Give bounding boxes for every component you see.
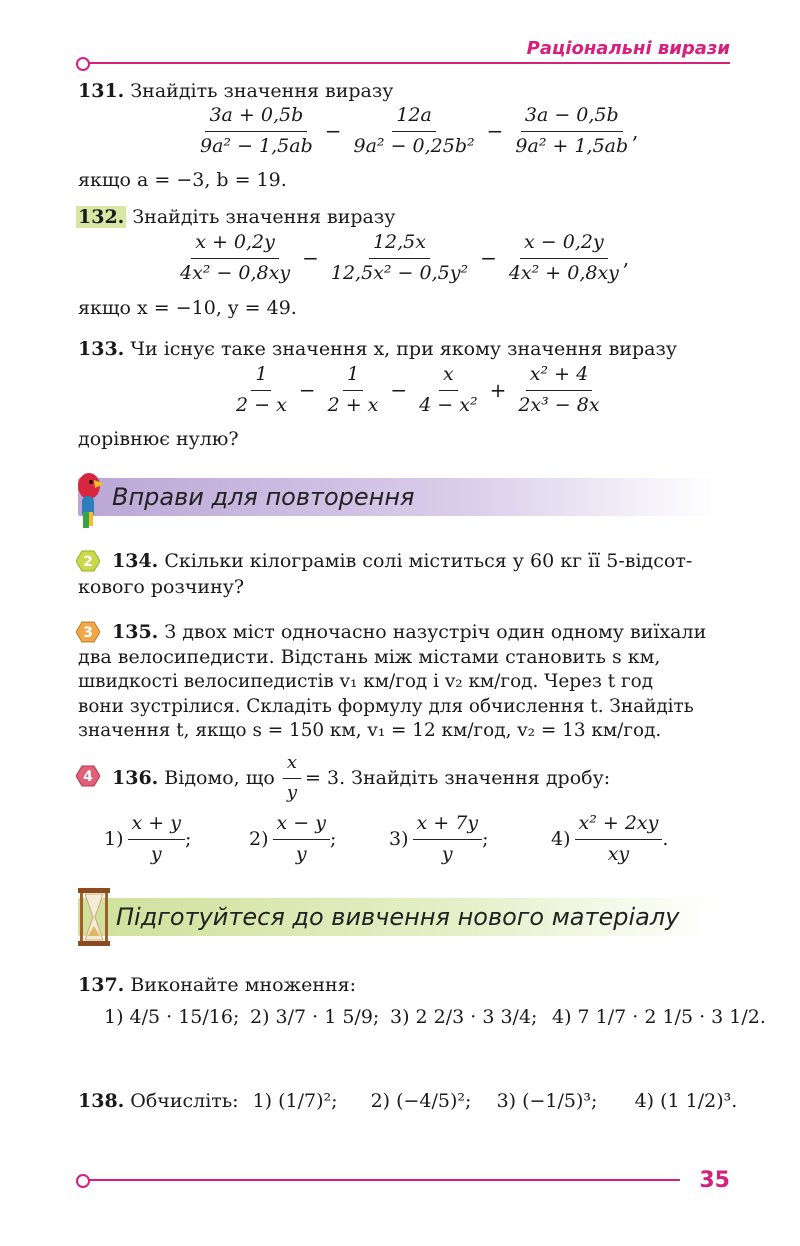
exercise-136-items bbox=[104, 812, 668, 867]
exercise-133-tail: дорівнює нулю? bbox=[78, 428, 239, 450]
exercise-number: 135. bbox=[112, 621, 159, 643]
exercise-135-line4: вони зустрілися. Складіть формулу для обчислення t. Знайдіть bbox=[78, 696, 694, 717]
fraction: $\frac{x + 0,2y}{\text{4x² − 0,8xy}}$ bbox=[180, 231, 291, 284]
list-item: 3) $\frac{x + 7y}{y}$ ; bbox=[389, 812, 489, 865]
fraction: $\frac{1}{2 + x}$ bbox=[327, 363, 379, 416]
mixed-expression: 4/5 · 15/16; bbox=[129, 1006, 240, 1028]
exercise-138 bbox=[78, 1090, 737, 1112]
list-item: 4) (1 1/2)³. bbox=[634, 1090, 738, 1112]
exercise-text: Виконайте множення: bbox=[130, 974, 357, 996]
list-item: 3) 2 2/3 · 3 3/4; bbox=[390, 1006, 538, 1028]
header-line-start-icon bbox=[76, 57, 90, 71]
level-3-badge-icon bbox=[76, 620, 100, 644]
exercise-number: 131. bbox=[78, 80, 125, 102]
exercise-number: 137. bbox=[78, 974, 125, 996]
page-header-title: Раціональні вирази bbox=[526, 38, 730, 59]
exercise-137-items bbox=[104, 1006, 766, 1028]
svg-text:4: 4 bbox=[83, 769, 93, 785]
list-item: 3) (−1/5)³; bbox=[496, 1090, 598, 1112]
power-expression: (1 1/2)³. bbox=[660, 1090, 738, 1112]
list-item: 4) $\frac{\text{x² + 2xy}}{xy}$ . bbox=[551, 812, 669, 865]
exercise-134-line1 bbox=[112, 552, 692, 571]
section-title: Підготуйтеся до вивчення нового матеріалу bbox=[116, 903, 680, 931]
exercise-131-expression: $\frac{3a + 0,5b}{\text{9a² − 1,5ab}}$ − $\frac{12a}{\text{9a² − 0,25b²}}$ − $\frac{3a - 0,5b}{\text{9a² + 1,5ab}}$ , bbox=[196, 104, 639, 159]
exercise-number: 134. bbox=[112, 550, 159, 572]
hourglass-icon bbox=[76, 886, 112, 948]
exercise-132-expression: $\frac{x + 0,2y}{\text{4x² − 0,8xy}}$ − $\frac{12,5x}{\text{12,5x² − 0,5y²}}$ − $\frac{x - 0,2y}{\text{4x² + 0,8xy}}$ , bbox=[176, 231, 629, 286]
footer-rule bbox=[88, 1179, 680, 1181]
exercise-136-statement bbox=[112, 752, 610, 804]
power-expression: (−4/5)²; bbox=[396, 1090, 472, 1112]
exercise-131-statement bbox=[78, 82, 393, 101]
mixed-expression: 3/7 · 1 5/9; bbox=[275, 1006, 380, 1028]
exercise-135-line2: два велосипедисти. Відстань між містами становить s км, bbox=[78, 646, 661, 668]
level-2-badge-icon bbox=[76, 549, 100, 573]
power-expression: (−1/5)³; bbox=[522, 1090, 598, 1112]
fraction: $\frac{12a}{\text{9a² − 0,25b²}}$ bbox=[353, 104, 475, 157]
list-item: 1) $\frac{x + y}{y}$ ; bbox=[104, 812, 192, 865]
page-number: 35 bbox=[699, 1168, 730, 1193]
svg-text:2: 2 bbox=[83, 554, 93, 570]
exercise-text: Обчисліть: bbox=[130, 1090, 239, 1112]
section-title: Вправи для повторення bbox=[112, 483, 415, 511]
exercise-133-expression: $\frac{1}{2 - x}$ − $\frac{1}{2 + x}$ − $\frac{x}{\text{4 − x²}}$ + $\frac{\text{x² + 4}}{\text{2x³ − 8x}}$ bbox=[232, 363, 604, 418]
list-item: 4) 7 1/7 · 2 1/5 · 3 1/2. bbox=[552, 1006, 766, 1028]
list-item: 1) (1/7)²; bbox=[252, 1090, 338, 1112]
exercise-number: 132. bbox=[78, 206, 125, 228]
exercise-132-condition: якщо x = −10, y = 49. bbox=[78, 297, 297, 319]
list-item: 1) 4/5 · 15/16; bbox=[104, 1006, 240, 1028]
fraction: $\frac{1}{2 - x}$ bbox=[236, 363, 287, 416]
fraction: $\frac{3a + 0,5b}{\text{9a² − 1,5ab}}$ bbox=[200, 104, 313, 157]
power-expression: (1/7)²; bbox=[278, 1090, 338, 1112]
exercise-number: 133. bbox=[78, 338, 125, 360]
exercise-133-statement bbox=[78, 340, 677, 359]
parrot-icon bbox=[72, 468, 106, 530]
list-item: 2) (−4/5)²; bbox=[370, 1090, 472, 1112]
exercise-137-statement bbox=[78, 976, 356, 995]
section-banner-prepare bbox=[78, 898, 718, 936]
exercise-text: З двох міст одночасно назустріч один одному виїхали bbox=[164, 621, 707, 643]
list-item: 2) $\frac{x - y}{y}$ ; bbox=[249, 812, 337, 865]
fraction: $\frac{\text{x² + 4}}{\text{2x³ − 8x}}$ bbox=[518, 363, 600, 416]
exercise-135-line1 bbox=[112, 623, 706, 642]
exercise-number: 136. bbox=[112, 766, 159, 789]
list-item: 2) 3/7 · 1 5/9; bbox=[250, 1006, 380, 1028]
exercise-text: Відомо, що bbox=[164, 766, 275, 789]
fraction: $\frac{x}{\text{4 − x²}}$ bbox=[419, 363, 478, 416]
mixed-expression: 7 1/7 · 2 1/5 · 3 1/2. bbox=[577, 1006, 766, 1028]
level-4-badge-icon bbox=[76, 764, 100, 788]
exercise-131-condition: якщо a = −3, b = 19. bbox=[78, 169, 287, 191]
exercise-number: 138. bbox=[78, 1090, 125, 1112]
fraction: $\frac{x - 0,2y}{\text{4x² + 0,8xy}}$ bbox=[508, 231, 619, 284]
exercise-135-line5: значення t, якщо s = 150 км, v₁ = 12 км/год, v₂ = 13 км/год. bbox=[78, 720, 662, 741]
exercise-text: Чи існує таке значення x, при якому значення виразу bbox=[130, 338, 677, 360]
exercise-134-line2: кового розчину? bbox=[78, 576, 245, 598]
header-rule bbox=[88, 62, 730, 64]
section-banner-repeat bbox=[78, 478, 718, 516]
exercise-135-line3: швидкості велосипедистів v₁ км/год і v₂ км/год. Через t год bbox=[78, 671, 654, 692]
fraction: $\frac{12,5x}{\text{12,5x² − 0,5y²}}$ bbox=[330, 231, 469, 284]
footer-line-start-icon bbox=[76, 1174, 90, 1188]
exercise-text: Знайдіть значення виразу bbox=[130, 80, 394, 102]
svg-text:3: 3 bbox=[83, 625, 93, 641]
exercise-text: Скільки кілограмів солі міститься у 60 кг її 5-відсот- bbox=[164, 550, 693, 572]
mixed-expression: 2 2/3 · 3 3/4; bbox=[415, 1006, 538, 1028]
exercise-text-after: = 3. Знайдіть значення дробу: bbox=[305, 766, 611, 789]
given-fraction: $\frac{x}{y}$ bbox=[283, 752, 301, 804]
exercise-text: Знайдіть значення виразу bbox=[132, 206, 396, 228]
exercise-132-statement bbox=[76, 208, 395, 227]
fraction: $\frac{3a - 0,5b}{\text{9a² + 1,5ab}}$ bbox=[515, 104, 629, 157]
